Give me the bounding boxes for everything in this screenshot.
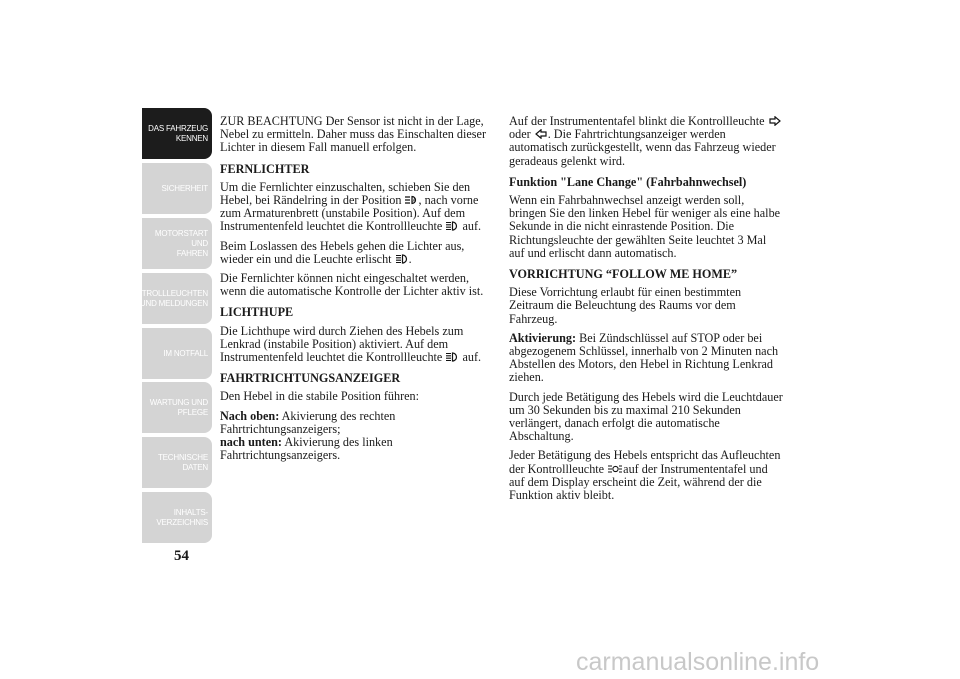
tab-technische-daten[interactable]: TECHNISCHE DATEN: [142, 437, 212, 488]
page-number: 54: [174, 548, 189, 564]
fernlichter-paragraph-3: Die Fernlichter können nicht eingeschaltet werden, wenn die automatische Kontrolle der Lichter aktiv ist.: [220, 271, 484, 299]
tab-wartung-und-pflege[interactable]: WARTUNG UND PFLEGE: [142, 382, 212, 433]
right-column: [509, 115, 784, 508]
high-beam-icon: [445, 221, 459, 231]
high-beam-icon: [445, 352, 459, 362]
tab-sicherheit[interactable]: SICHERHEIT: [142, 163, 212, 214]
tab-motorstart-und-fahren[interactable]: MOTORSTART UND FAHREN: [142, 218, 212, 269]
svg-text:A: A: [413, 199, 417, 205]
high-beam-icon: [395, 254, 409, 264]
follow-me-home-paragraph-2: Durch jede Betätigung des Hebels wird die Leuchtdauer um 30 Sekunden bis zu maximal 210 Sekunden verlängert, danach erfolgt die automatische Abschaltung.: [509, 389, 783, 444]
turn-right-arrow-icon: [768, 116, 782, 126]
turn-left-arrow-icon: [534, 129, 548, 139]
follow-me-home-paragraph-1: Diese Vorrichtung erlaubt für einen bestimmten Zeitraum die Beleuchtung des Raums vor dem Fahrzeug.: [509, 285, 742, 326]
follow-me-home-paragraph-3: Jeder Betätigung des Hebels entspricht das Aufleuchten der Kontrollleuchte auf der Instrumententafel und auf dem Display erscheint die Zeit, während der die Funktion aktiv bleibt.: [509, 448, 781, 503]
blinker-paragraph: Auf der Instrumententafel blinkt die Kontrollleuchte oder . Die Fahrtrichtungsanzeiger werden automatisch zurückgestellt, wenn das Fahrzeug wieder geradeaus gelenkt wird.: [509, 115, 784, 168]
fahrtrichtung-paragraph: Den Hebel in die stabile Position führen:: [220, 389, 420, 404]
left-column: [220, 115, 492, 462]
tab-kontrollleuchten[interactable]: KONTROLLLEUCHTEN UND MELDUNGEN: [142, 273, 212, 324]
heading-lichthupe: LICHTHUPE: [220, 305, 294, 320]
aktivierung-paragraph: Aktivierung: Bei Zündschlüssel auf STOP oder bei abgezogenem Schlüssel, innerhalb von 2 Minuten nach Abstellen des Motors, den Hebel in Richtung Lenkrad ziehen.: [509, 330, 779, 385]
heading-lane-change: Funktion "Lane Change" (Fahrbahnwechsel): [509, 174, 747, 189]
fernlichter-paragraph-2: Beim Loslassen des Hebels gehen die Lichter aus, wieder ein und die Leuchte erlischt .: [220, 238, 465, 266]
heading-follow-me-home: VORRICHTUNG “FOLLOW ME HOME”: [509, 267, 738, 282]
fernlichter-paragraph-1: Um die Fernlichter einzuschalten, schieben Sie den Hebel, bei Rändelring in der Position A , nach vorne zum Armaturenbrett (unstabile Position). Auf dem Instrumentenfeld leuchtet die Kontrollleuchte auf.: [220, 179, 482, 234]
auto-light-icon: [404, 195, 418, 205]
fahrtrichtung-items: Nach oben: Akivierung des rechten Fahrtrichtungsanzeigers; nach unten: Akivierung des linken Fahrtrichtungsanzeigers.: [220, 408, 396, 463]
follow-me-home-icon: [607, 464, 623, 474]
heading-fernlichter: FERNLICHTER: [220, 161, 310, 176]
lane-change-paragraph: Wenn ein Fahrbahnwechsel anzeigt werden soll, bringen Sie den linken Hebel für weniger als eine halbe Sekunde in die nicht einrastende Position. Die Richtungsleuchte der gewählten Seite leuchtet 3 Mal auf und erlischt dann automatisch.: [509, 193, 781, 260]
heading-fahrtrichtungsanzeiger: FAHRTRICHTUNGSANZEIGER: [220, 371, 401, 386]
note-paragraph: ZUR BEACHTUNG Der Sensor ist nicht in der Lage, Nebel zu ermitteln. Daher muss das Einschalten dieser Lichter in diesem Fall manuell erfolgen.: [220, 114, 487, 155]
tab-inhaltsverzeichnis[interactable]: INHALTS- VERZEICHNIS: [142, 492, 212, 543]
tab-das-fahrzeug-kennen[interactable]: DAS FAHRZEUG KENNEN: [142, 108, 212, 159]
lichthupe-paragraph: Die Lichthupe wird durch Ziehen des Hebels zum Lenkrad (instabile Position) aktiviert. Auf dem Instrumentenfeld leuchtet die Kontrollleuchte auf.: [220, 323, 482, 365]
watermark: carmanualsonline.info: [576, 648, 820, 676]
tab-im-notfall[interactable]: IM NOTFALL: [142, 328, 212, 379]
